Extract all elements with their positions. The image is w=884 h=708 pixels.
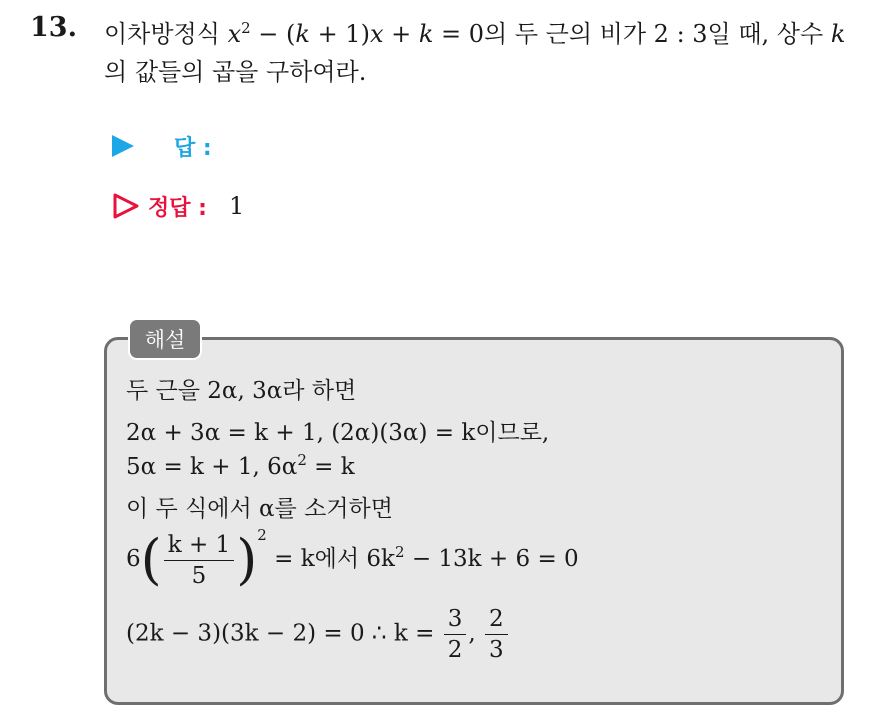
explanation-line-3: 5α = k + 1, $6\alpha^2 = k$: [126, 451, 355, 480]
correct-answer-label: 정답 :: [148, 195, 207, 221]
equation: $x^2 - (k + 1)x + k = 0$: [227, 19, 485, 48]
explanation-line-4: 이 두 식에서 α를 소거하면: [126, 496, 393, 522]
question-text-line2: 의 값들의 곱을 구하여라.: [104, 58, 367, 86]
root-fraction-1: $\frac{3}{2}$: [444, 604, 467, 665]
root-fraction-2: $\frac{2}{3}$: [485, 604, 508, 665]
correct-answer-row: [112, 188, 244, 224]
fraction: $\frac{k + 1}{5}$: [164, 530, 234, 591]
explanation-line-6: (2k − 3)(3k − 2) = 0 ∴ k = $\frac{3}{2}$ , $\frac{2}{3}$: [126, 604, 510, 665]
explanation-line-5: 6( $\frac{k + 1}{5}$ )$^2$ = k에서 $6k^2 - 13k + 6 = 0$: [126, 526, 579, 591]
correct-answer-value: 1: [228, 192, 245, 220]
answer-label: 답 :: [174, 135, 212, 161]
question-text-line1: 이차방정식 $x^2 - (k + 1)x + k = 0$의 두 근의 비가 2 : 3일 때, 상수 k: [104, 19, 846, 48]
question-number: 13.: [30, 12, 77, 43]
explanation-tab: 해설: [128, 318, 202, 360]
explanation-line-1: 두 근을 2α, 3α라 하면: [126, 378, 357, 404]
play-outline-icon: [112, 192, 140, 220]
explanation-line-2: 2α + 3α = k + 1, (2α)(3α) = k이므로,: [126, 420, 550, 446]
play-filled-icon: [112, 135, 134, 157]
answer-row: [112, 128, 212, 164]
